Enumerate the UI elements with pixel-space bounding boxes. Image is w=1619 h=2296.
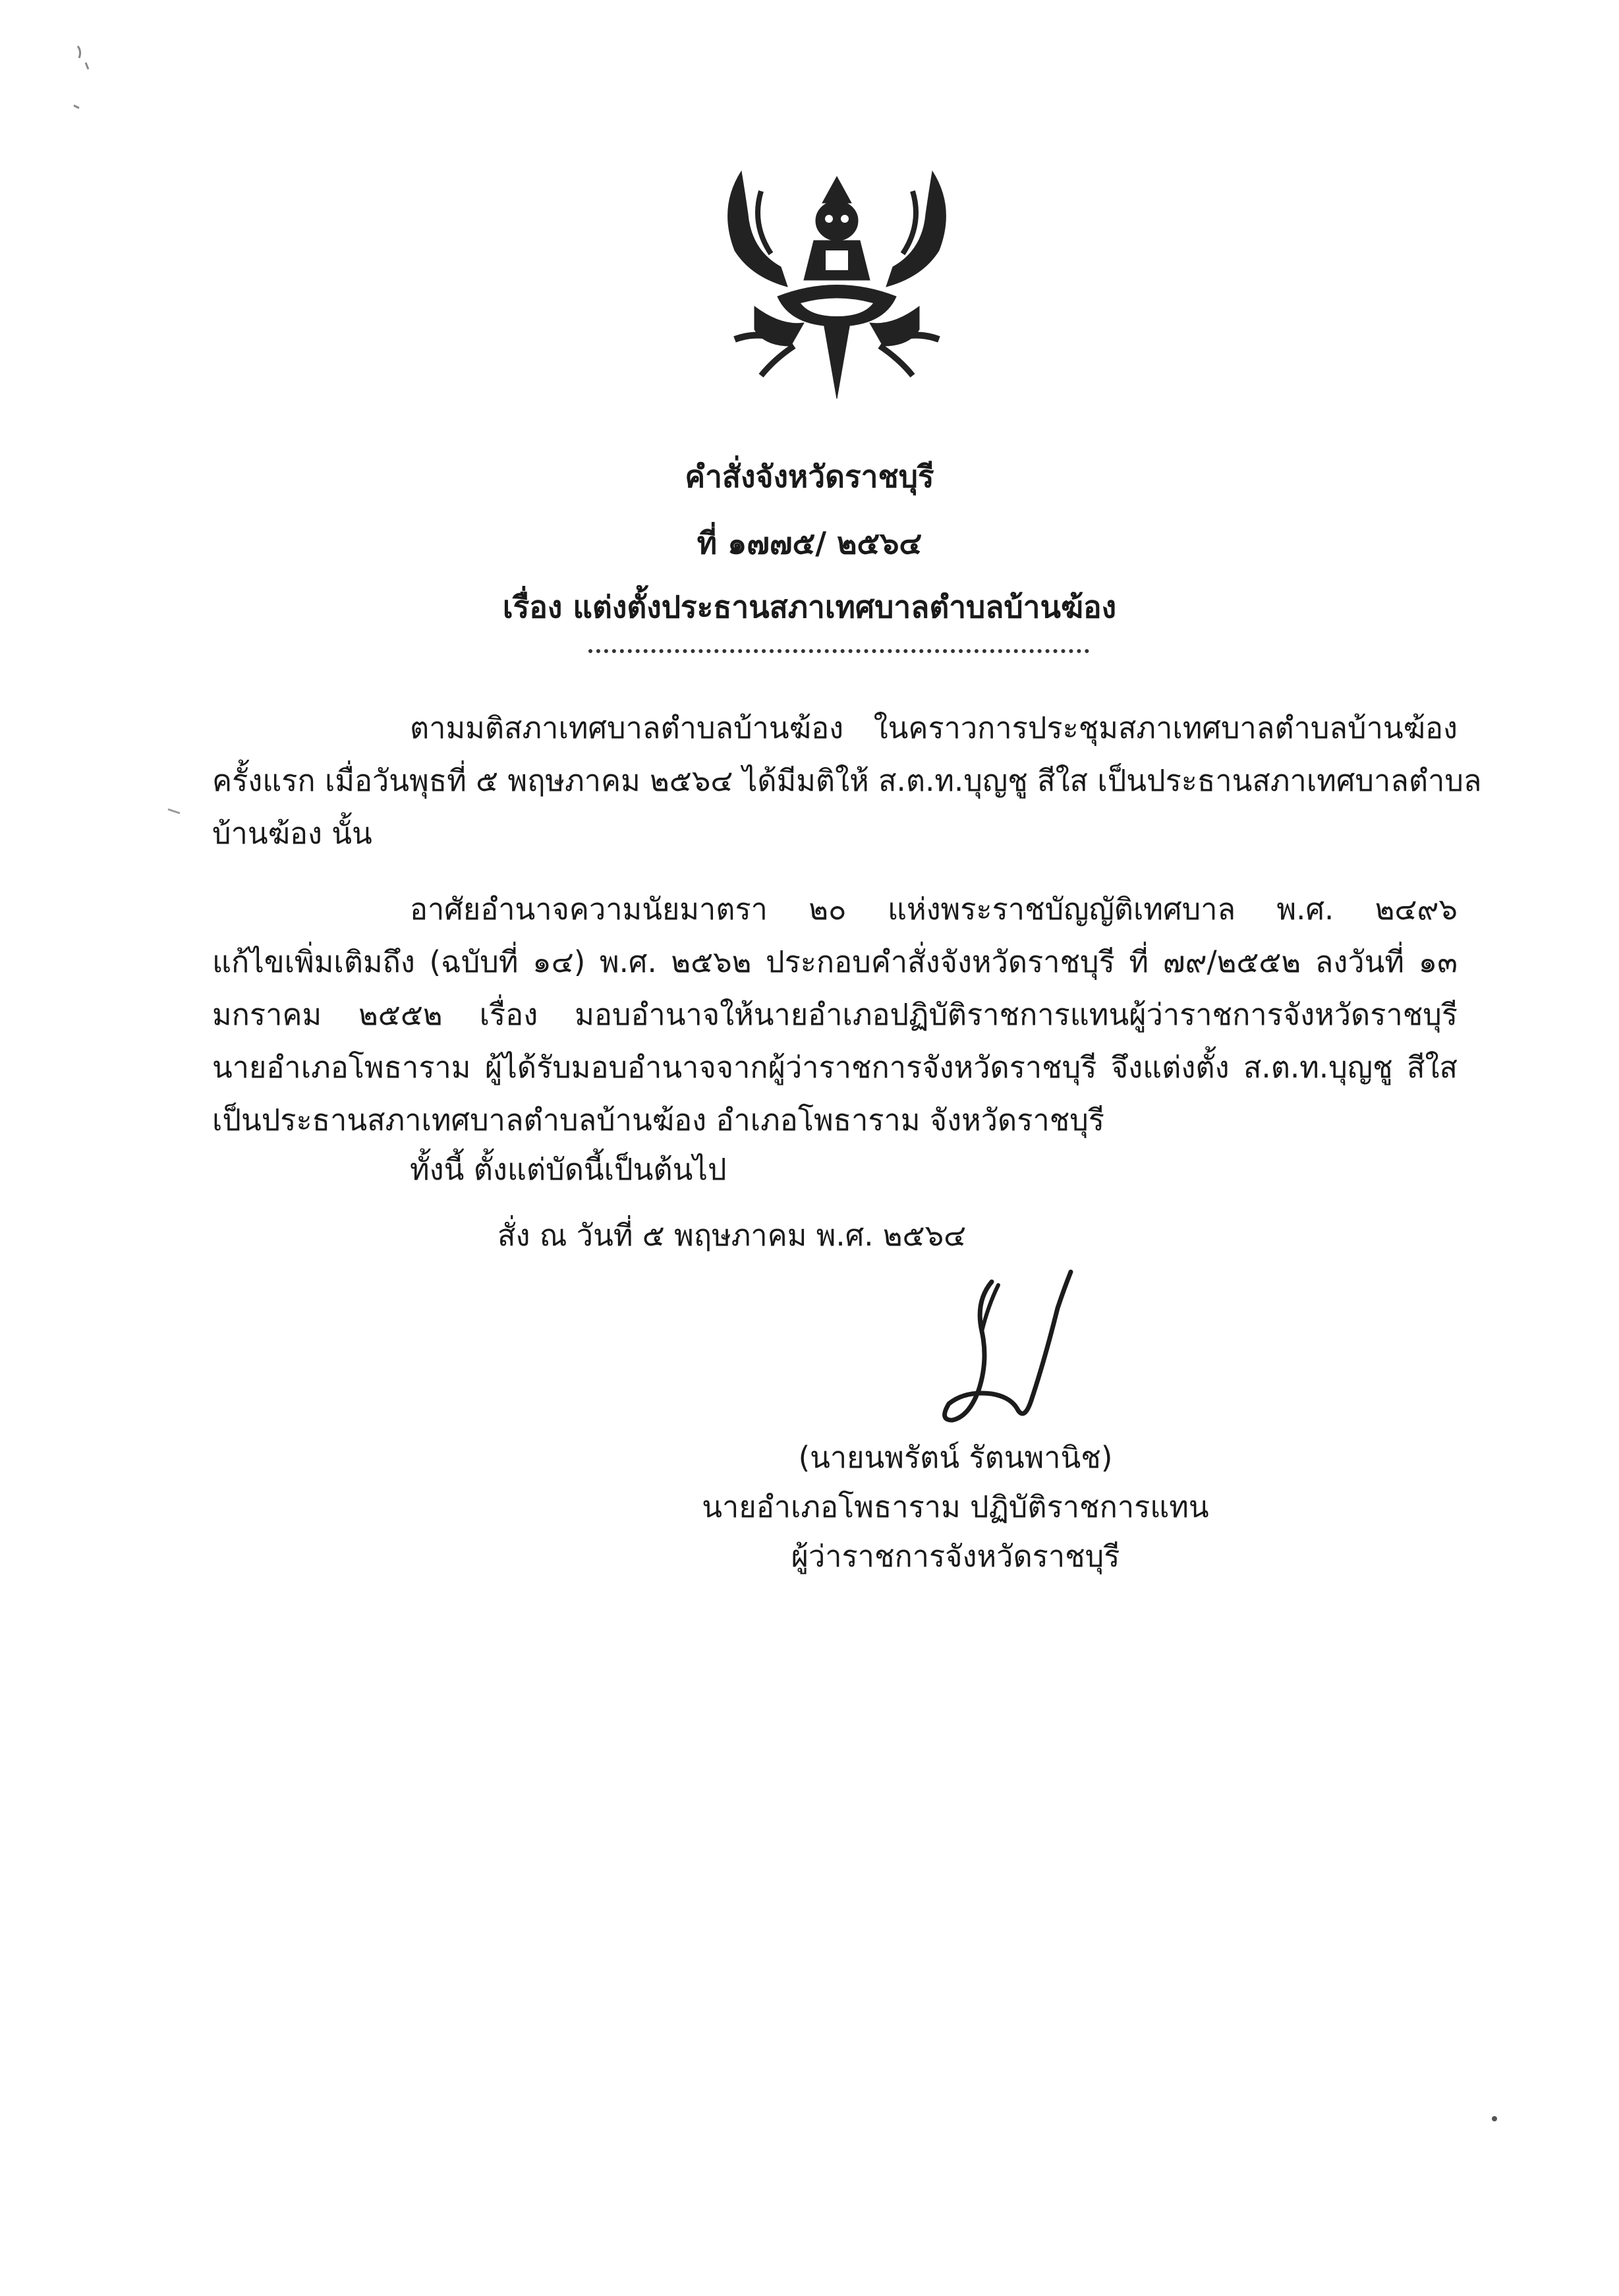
garuda-emblem-icon: [715, 165, 959, 405]
paragraph-line: บ้านฆ้อง นั้น: [212, 816, 372, 851]
paragraph-line: มกราคม ๒๕๕๒ เรื่อง มอบอำนาจให้นายอำเภอปฏิบัติราชการแทนผู้ว่าราชการจังหวัดราชบุรี: [212, 997, 1458, 1032]
dotted-divider: [588, 649, 1089, 653]
paragraph-line: อาศัยอำนาจความนัยมาตรา ๒๐ แห่งพระราชบัญญัติเทศบาล พ.ศ. ๒๔๙๖: [410, 892, 1458, 927]
order-date: สั่ง ณ วันที่ ๕ พฤษภาคม พ.ศ. ๒๕๖๔: [497, 1218, 967, 1253]
effective-clause: ทั้งนี้ ตั้งแต่บัดนี้เป็นต้นไป: [410, 1152, 727, 1187]
paragraph-line: นายอำเภอโพธาราม ผู้ได้รับมอบอำนาจจากผู้ว่าราชการจังหวัดราชบุรี จึงแต่งตั้ง ส.ต.ท.บุญชู สีใส: [212, 1050, 1458, 1085]
order-number: ที่ ๑๗๗๕/ ๒๕๖๔: [696, 525, 923, 561]
paragraph-line: ตามมติสภาเทศบาลตำบลบ้านฆ้อง ในคราวการประชุมสภาเทศบาลตำบลบ้านฆ้อง: [410, 710, 1458, 745]
paragraph-line: เป็นประธานสภาเทศบาลตำบลบ้านฆ้อง อำเภอโพธาราม จังหวัดราชบุรี: [212, 1103, 1104, 1137]
signer-name: (นายนพรัตน์ รัตนพานิช): [798, 1440, 1113, 1475]
order-title: คำสั่งจังหวัดราชบุรี: [685, 459, 934, 494]
signature-icon: [942, 1269, 1100, 1440]
paragraph-line: ครั้งแรก เมื่อวันพุธที่ ๕ พฤษภาคม ๒๕๖๔ ได้มีมติให้ ส.ต.ท.บุญชู สีใส เป็นประธานสภาเทศบาลตำบล: [212, 763, 1482, 798]
paragraph-line: แก้ไขเพิ่มเติมถึง (ฉบับที่ ๑๔) พ.ศ. ๒๕๖๒ ประกอบคำสั่งจังหวัดราชบุรี ที่ ๗๙/๒๕๕๒ ลงวันที่ ๑๓: [212, 944, 1458, 979]
paragraph-resolution: [212, 702, 1482, 860]
paragraph-authority: [212, 883, 1458, 1147]
signer-on-behalf-of: ผู้ว่าราชการจังหวัดราชบุรี: [791, 1539, 1120, 1574]
signer-position: นายอำเภอโพธาราม ปฏิบัติราชการแทน: [702, 1489, 1209, 1524]
order-subject: เรื่อง แต่งตั้งประธานสภาเทศบาลตำบลบ้านฆ้อง: [502, 589, 1117, 625]
